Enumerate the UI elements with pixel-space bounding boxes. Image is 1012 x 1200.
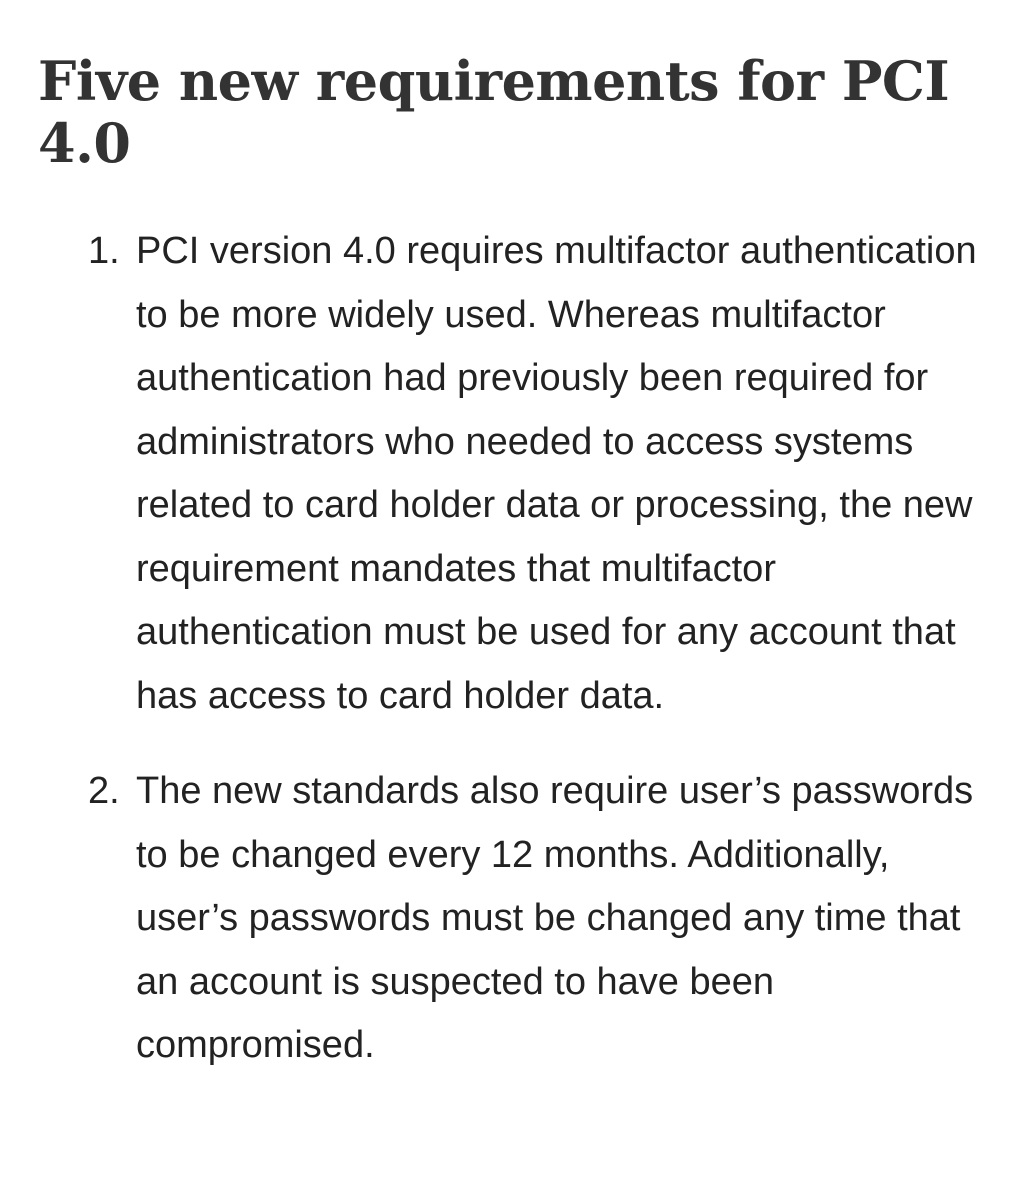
list-item-number: 2. — [88, 770, 120, 812]
article-heading: Five new requirements for PCI 4.0 — [38, 49, 950, 175]
list-item-text: PCI version 4.0 requires multifactor authentication to be more widely used. Whereas multifactor authentication had previously been required for administrators who needed to access systems related to card holder data or processing, the new requirement mandates that multifactor authentication must be used for any account that has access to card holder data. — [136, 230, 977, 717]
list-item-text: The new standards also require user’s passwords to be changed every 12 months. Additionally, user’s passwords must be changed any time that an account is suspected to have been compromised. — [136, 770, 974, 1066]
list-item-requirement-1 — [38, 220, 977, 728]
list-item-requirement-2 — [38, 760, 972, 1078]
list-item-number: 1. — [88, 230, 120, 272]
requirements-list — [38, 220, 977, 1078]
